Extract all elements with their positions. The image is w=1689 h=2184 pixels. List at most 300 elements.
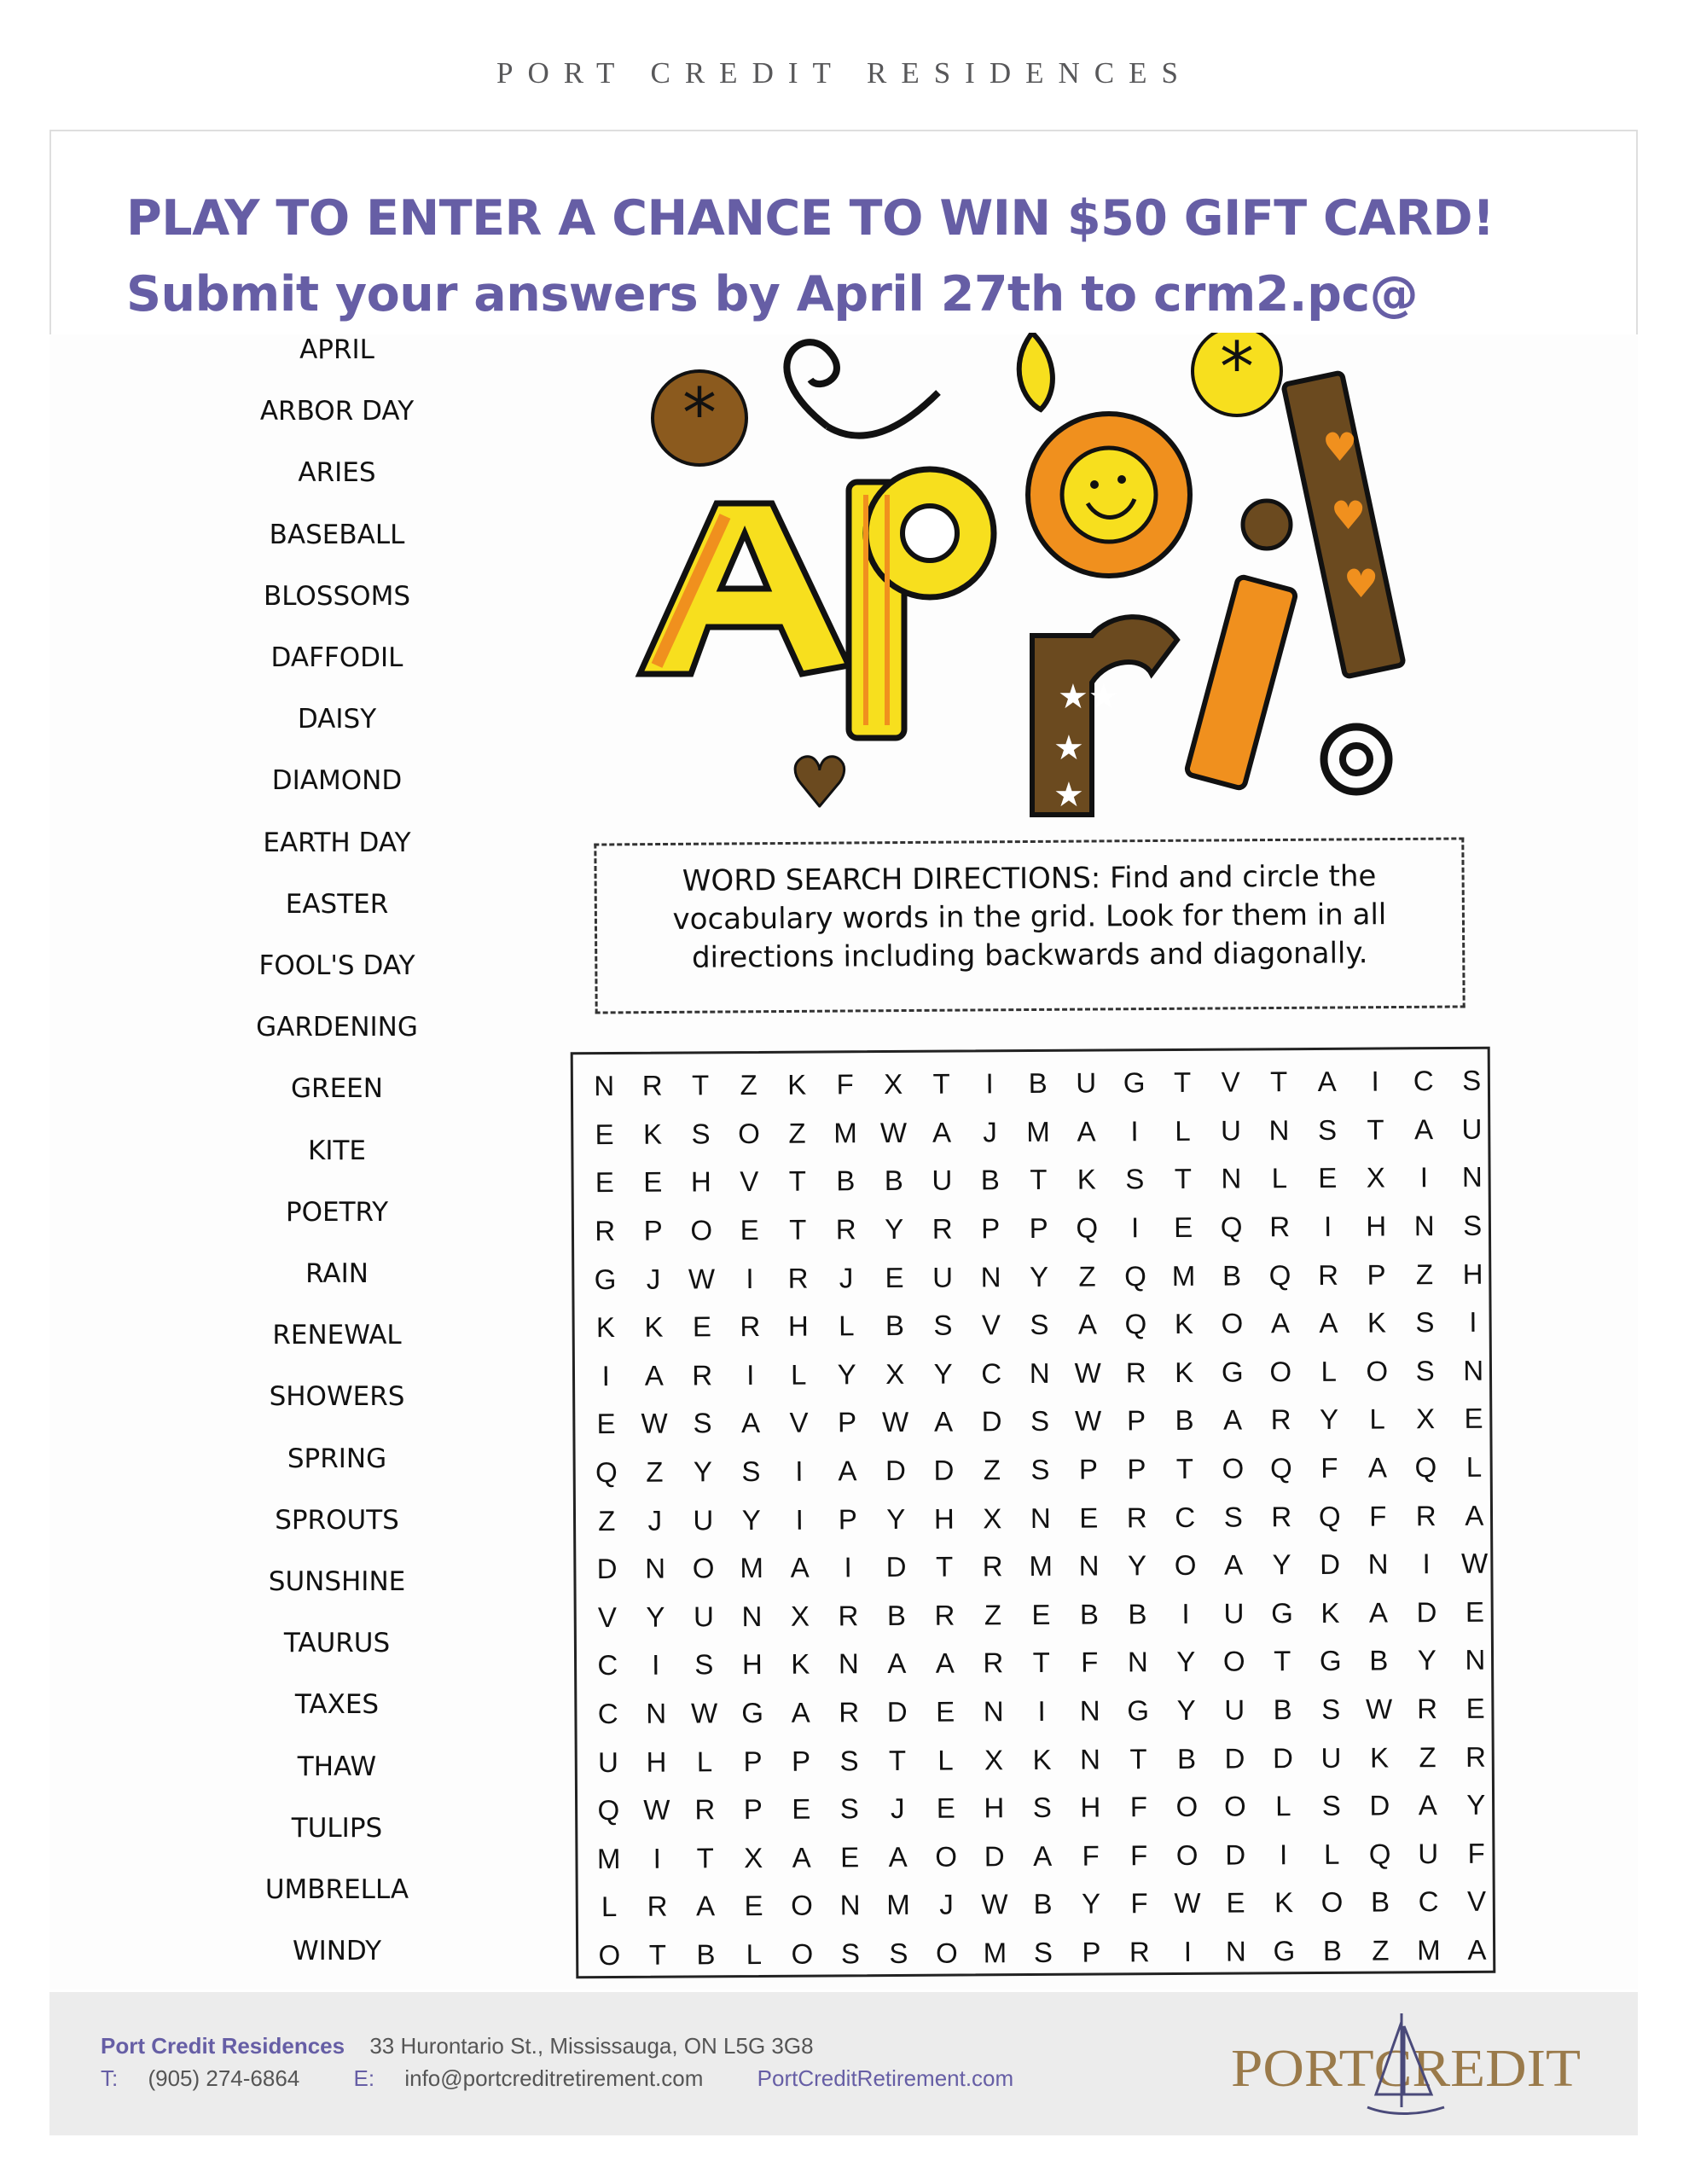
grid-letter[interactable]: I (795, 1503, 804, 1536)
grid-letter[interactable]: D (933, 1454, 955, 1486)
grid-letter[interactable]: O (791, 1937, 814, 1970)
grid-letter[interactable]: N (1079, 1694, 1100, 1727)
grid-letter[interactable]: B (885, 1310, 905, 1342)
grid-letter[interactable]: W (981, 1888, 1008, 1920)
grid-letter[interactable]: N (1367, 1548, 1389, 1580)
grid-letter[interactable]: I (1131, 1211, 1140, 1244)
grid-letter[interactable]: T (1129, 1742, 1147, 1774)
grid-letter[interactable]: F (1369, 1500, 1387, 1532)
grid-letter[interactable]: D (984, 1840, 1005, 1873)
grid-letter[interactable]: Y (1176, 1693, 1196, 1726)
grid-letter[interactable]: E (1174, 1211, 1193, 1244)
grid-letter[interactable]: W (641, 1408, 668, 1440)
grid-letter[interactable]: L (1369, 1403, 1385, 1436)
grid-letter[interactable]: Y (1319, 1403, 1339, 1436)
grid-letter[interactable]: R (839, 1696, 860, 1728)
grid-letter[interactable]: A (1368, 1596, 1389, 1629)
grid-letter[interactable]: I (1279, 1838, 1288, 1871)
grid-letter[interactable]: A (1224, 1548, 1244, 1581)
grid-letter[interactable]: N (594, 1070, 615, 1102)
grid-letter[interactable]: A (932, 1116, 952, 1148)
grid-letter[interactable]: P (1367, 1258, 1386, 1291)
grid-letter[interactable]: R (641, 1069, 663, 1102)
grid-letter[interactable]: V (740, 1165, 759, 1198)
grid-letter[interactable]: F (1129, 1791, 1148, 1823)
grid-letter[interactable]: C (597, 1697, 618, 1730)
grid-letter[interactable]: I (601, 1359, 610, 1391)
grid-letter[interactable]: Q (1124, 1259, 1146, 1292)
grid-letter[interactable]: N (839, 1889, 861, 1921)
grid-letter[interactable]: Q (1268, 1258, 1291, 1291)
grid-letter[interactable]: X (885, 1357, 905, 1390)
grid-letter[interactable]: M (740, 1552, 764, 1584)
grid-letter[interactable]: M (1026, 1115, 1050, 1147)
grid-letter[interactable]: O (935, 1840, 958, 1873)
grid-letter[interactable]: R (740, 1310, 761, 1343)
grid-letter[interactable]: T (1175, 1452, 1194, 1485)
grid-letter[interactable]: U (1224, 1693, 1245, 1726)
grid-letter[interactable]: O (1223, 1790, 1246, 1822)
grid-letter[interactable]: I (1181, 1597, 1190, 1629)
grid-letter[interactable]: W (1174, 1887, 1201, 1920)
grid-letter[interactable]: R (1126, 1501, 1147, 1533)
grid-letter[interactable]: O (1366, 1355, 1389, 1387)
grid-letter[interactable]: W (1365, 1693, 1393, 1725)
grid-letter[interactable]: N (645, 1552, 666, 1585)
grid-letter[interactable]: V (597, 1600, 618, 1633)
grid-letter[interactable]: K (791, 1648, 810, 1681)
grid-letter[interactable]: Q (595, 1456, 618, 1489)
grid-letter[interactable]: A (933, 1406, 954, 1438)
grid-letter[interactable]: A (792, 1841, 811, 1873)
grid-letter[interactable]: E (1465, 1595, 1485, 1628)
grid-letter[interactable]: D (1224, 1742, 1245, 1774)
grid-letter[interactable]: W (879, 1116, 908, 1148)
grid-letter[interactable]: A (887, 1647, 907, 1680)
grid-letter[interactable]: O (1222, 1645, 1245, 1678)
grid-letter[interactable]: M (1029, 1550, 1053, 1583)
grid-letter[interactable]: X (984, 1743, 1004, 1775)
grid-letter[interactable]: O (1222, 1452, 1245, 1484)
grid-letter[interactable]: N (838, 1647, 859, 1680)
grid-letter[interactable]: E (936, 1695, 955, 1728)
grid-letter[interactable]: T (696, 1842, 714, 1874)
grid-letter[interactable]: K (1367, 1306, 1387, 1339)
grid-letter[interactable]: Y (646, 1600, 665, 1633)
grid-letter[interactable]: D (1369, 1789, 1390, 1821)
grid-letter[interactable]: S (839, 1792, 859, 1825)
grid-letter[interactable]: U (1220, 1114, 1242, 1147)
grid-letter[interactable]: X (1415, 1403, 1436, 1435)
grid-letter[interactable]: N (1268, 1114, 1290, 1147)
grid-letter[interactable]: E (1318, 1162, 1338, 1194)
grid-letter[interactable]: J (839, 1261, 854, 1294)
grid-letter[interactable]: W (1074, 1356, 1101, 1389)
grid-letter[interactable]: S (691, 1118, 711, 1150)
grid-letter[interactable]: H (984, 1792, 1005, 1824)
grid-letter[interactable]: J (646, 1263, 661, 1295)
grid-letter[interactable]: O (935, 1937, 958, 1969)
grid-letter[interactable]: K (1174, 1308, 1194, 1340)
grid-letter[interactable]: K (595, 1311, 616, 1344)
grid-letter[interactable]: T (1032, 1647, 1051, 1679)
phone-number[interactable]: (905) 274-6864 (148, 2065, 300, 2091)
grid-letter[interactable]: B (884, 1165, 903, 1197)
grid-letter[interactable]: G (1127, 1694, 1150, 1727)
grid-letter[interactable]: A (1270, 1307, 1291, 1339)
grid-letter[interactable]: T (1174, 1163, 1193, 1195)
grid-letter[interactable]: B (1222, 1259, 1242, 1292)
grid-letter[interactable]: K (787, 1068, 807, 1101)
grid-letter[interactable]: C (1175, 1501, 1196, 1533)
grid-letter[interactable]: V (981, 1309, 1001, 1341)
grid-letter[interactable]: S (1125, 1163, 1145, 1195)
grid-letter[interactable]: V (789, 1407, 809, 1439)
grid-letter[interactable]: O (1269, 1356, 1292, 1388)
grid-letter[interactable]: O (791, 1889, 813, 1922)
grid-letter[interactable]: R (694, 1793, 716, 1826)
grid-letter[interactable]: R (1270, 1403, 1291, 1436)
grid-letter[interactable]: R (835, 1213, 856, 1246)
grid-letter[interactable]: E (1466, 1692, 1485, 1724)
grid-letter[interactable]: T (789, 1213, 807, 1246)
grid-letter[interactable]: S (840, 1937, 861, 1970)
grid-letter[interactable]: T (1173, 1066, 1192, 1099)
grid-letter[interactable]: W (643, 1793, 670, 1826)
grid-letter[interactable]: B (1079, 1598, 1100, 1630)
website-link[interactable]: PortCreditRetirement.com (757, 2065, 1014, 2091)
grid-letter[interactable]: C (981, 1357, 1002, 1390)
grid-letter[interactable]: E (885, 1261, 904, 1293)
grid-letter[interactable]: I (844, 1551, 852, 1583)
grid-letter[interactable]: U (932, 1261, 954, 1293)
grid-letter[interactable]: Z (1415, 1258, 1434, 1290)
grid-letter[interactable]: K (1320, 1596, 1340, 1629)
grid-letter[interactable]: T (788, 1165, 807, 1198)
grid-letter[interactable]: Y (1272, 1548, 1291, 1581)
grid-letter[interactable]: E (692, 1310, 712, 1343)
grid-letter[interactable]: P (1127, 1453, 1146, 1485)
grid-letter[interactable]: A (1319, 1307, 1338, 1339)
grid-letter[interactable]: L (1323, 1838, 1340, 1870)
grid-letter[interactable]: K (1175, 1356, 1194, 1388)
grid-letter[interactable]: D (1320, 1548, 1341, 1581)
grid-letter[interactable]: H (933, 1502, 955, 1535)
grid-letter[interactable]: S (693, 1407, 712, 1439)
grid-letter[interactable]: I (746, 1262, 754, 1294)
grid-letter[interactable]: U (1320, 1741, 1342, 1774)
grid-letter[interactable]: B (696, 1938, 716, 1971)
grid-letter[interactable]: S (1321, 1693, 1341, 1725)
grid-letter[interactable]: I (1324, 1210, 1332, 1242)
grid-letter[interactable]: R (1269, 1211, 1291, 1243)
grid-letter[interactable]: U (932, 1165, 953, 1197)
grid-letter[interactable]: T (1030, 1164, 1048, 1196)
grid-letter[interactable]: E (936, 1792, 955, 1824)
grid-letter[interactable]: Y (1128, 1549, 1147, 1582)
grid-letter[interactable]: P (1078, 1453, 1099, 1485)
grid-letter[interactable]: B (836, 1165, 856, 1197)
grid-letter[interactable]: P (791, 1745, 811, 1777)
grid-letter[interactable]: R (692, 1359, 713, 1391)
grid-letter[interactable]: S (889, 1937, 908, 1970)
grid-letter[interactable]: C (1413, 1065, 1434, 1097)
grid-letter[interactable]: L (790, 1358, 807, 1391)
grid-letter[interactable]: A (1465, 1499, 1484, 1531)
grid-letter[interactable]: A (888, 1840, 908, 1873)
grid-letter[interactable]: G (1123, 1066, 1146, 1099)
grid-letter[interactable]: R (1271, 1500, 1292, 1532)
grid-letter[interactable]: L (937, 1744, 954, 1776)
grid-letter[interactable]: R (1129, 1936, 1150, 1968)
grid-letter[interactable]: A (1413, 1113, 1434, 1146)
grid-letter[interactable]: S (1463, 1209, 1483, 1241)
grid-letter[interactable]: Y (693, 1455, 713, 1488)
grid-letter[interactable]: S (1032, 1792, 1052, 1824)
grid-letter[interactable]: D (885, 1551, 907, 1583)
grid-letter[interactable]: E (643, 1166, 663, 1199)
grid-letter[interactable]: L (746, 1937, 763, 1971)
grid-letter[interactable]: R (1417, 1693, 1438, 1725)
grid-letter[interactable]: U (597, 1745, 619, 1778)
grid-letter[interactable]: H (1462, 1258, 1483, 1290)
grid-letter[interactable]: N (1413, 1210, 1435, 1242)
grid-letter[interactable]: V (1221, 1066, 1240, 1098)
grid-letter[interactable]: Z (788, 1117, 806, 1149)
grid-letter[interactable]: Y (933, 1357, 953, 1390)
grid-letter[interactable]: W (1460, 1547, 1489, 1580)
grid-letter[interactable]: A (1367, 1451, 1388, 1484)
grid-letter[interactable]: O (1175, 1791, 1199, 1823)
grid-letter[interactable]: P (1126, 1404, 1146, 1437)
grid-letter[interactable]: M (833, 1117, 857, 1149)
grid-letter[interactable]: S (839, 1744, 859, 1776)
grid-letter[interactable]: P (837, 1406, 857, 1438)
grid-letter[interactable]: R (983, 1647, 1004, 1679)
grid-letter[interactable]: D (981, 1405, 1002, 1438)
grid-letter[interactable]: A (838, 1455, 857, 1487)
grid-letter[interactable]: N (1461, 1161, 1483, 1194)
grid-letter[interactable]: S (1321, 1790, 1341, 1822)
grid-letter[interactable]: F (1129, 1838, 1148, 1872)
grid-letter[interactable]: N (1079, 1743, 1101, 1775)
grid-letter[interactable]: B (1370, 1885, 1390, 1918)
grid-letter[interactable]: S (1030, 1453, 1050, 1486)
grid-letter[interactable]: O (738, 1117, 760, 1149)
grid-letter[interactable]: F (1130, 1887, 1148, 1920)
grid-letter[interactable]: O (1174, 1549, 1197, 1582)
grid-letter[interactable]: S (1462, 1065, 1482, 1097)
grid-letter[interactable]: Y (1176, 1646, 1196, 1678)
grid-letter[interactable]: U (1076, 1066, 1097, 1099)
grid-letter[interactable]: M (983, 1937, 1007, 1969)
grid-letter[interactable]: Q (1269, 1452, 1292, 1484)
grid-letter[interactable]: G (1273, 1935, 1296, 1967)
grid-letter[interactable]: A (1033, 1839, 1053, 1872)
grid-letter[interactable]: L (1320, 1355, 1338, 1387)
grid-letter[interactable]: A (644, 1359, 664, 1391)
grid-letter[interactable]: S (741, 1455, 761, 1488)
grid-letter[interactable]: T (888, 1744, 907, 1776)
grid-letter[interactable]: Z (1419, 1740, 1437, 1773)
grid-letter[interactable]: Y (1466, 1788, 1486, 1821)
grid-letter[interactable]: Z (1372, 1934, 1390, 1966)
grid-letter[interactable]: A (1077, 1308, 1098, 1340)
grid-letter[interactable]: I (746, 1358, 755, 1391)
grid-letter[interactable]: B (980, 1164, 1000, 1196)
grid-letter[interactable]: G (741, 1696, 764, 1729)
grid-letter[interactable]: Q (1124, 1308, 1147, 1340)
grid-letter[interactable]: N (1030, 1502, 1051, 1534)
grid-letter[interactable]: G (594, 1263, 617, 1295)
grid-letter[interactable]: Z (646, 1455, 664, 1488)
grid-letter[interactable]: B (1175, 1404, 1194, 1437)
grid-letter[interactable]: N (1127, 1646, 1148, 1678)
grid-letter[interactable]: R (787, 1262, 809, 1294)
grid-letter[interactable]: A (1467, 1933, 1487, 1966)
grid-letter[interactable]: S (933, 1309, 953, 1341)
grid-letter[interactable]: Z (740, 1069, 757, 1101)
grid-letter[interactable]: X (790, 1600, 810, 1632)
grid-letter[interactable]: X (983, 1502, 1002, 1534)
grid-letter[interactable]: I (1183, 1935, 1193, 1967)
grid-letter[interactable]: J (939, 1888, 954, 1921)
grid-letter[interactable]: A (1222, 1403, 1243, 1437)
grid-letter[interactable]: L (839, 1310, 855, 1342)
grid-letter[interactable]: J (891, 1792, 905, 1825)
grid-letter[interactable]: Z (1078, 1260, 1096, 1292)
grid-letter[interactable]: B (1369, 1644, 1389, 1677)
grid-letter[interactable]: O (690, 1214, 713, 1246)
grid-letter[interactable]: I (795, 1455, 804, 1487)
grid-letter[interactable]: S (1415, 1306, 1435, 1339)
grid-letter[interactable]: K (1077, 1164, 1096, 1196)
grid-letter[interactable]: A (1317, 1066, 1337, 1098)
grid-letter[interactable]: Q (1220, 1211, 1243, 1243)
grid-letter[interactable]: M (596, 1842, 621, 1874)
grid-letter[interactable]: N (646, 1697, 667, 1729)
grid-letter[interactable]: Q (1318, 1500, 1341, 1532)
grid-letter[interactable]: P (981, 1212, 1001, 1245)
grid-letter[interactable]: A (791, 1696, 810, 1728)
grid-letter[interactable]: I (1422, 1548, 1431, 1580)
grid-letter[interactable]: Q (1076, 1211, 1099, 1244)
grid-letter[interactable]: R (982, 1550, 1003, 1583)
grid-letter[interactable]: G (1319, 1645, 1342, 1677)
grid-letter[interactable]: I (1130, 1115, 1139, 1147)
grid-letter[interactable]: I (1469, 1306, 1477, 1339)
grid-letter[interactable]: E (744, 1890, 763, 1922)
grid-letter[interactable]: M (1171, 1259, 1196, 1292)
grid-letter[interactable]: L (1271, 1162, 1288, 1194)
grid-letter[interactable]: N (741, 1600, 763, 1632)
grid-letter[interactable]: Y (886, 1502, 906, 1535)
grid-letter[interactable]: D (886, 1695, 908, 1728)
grid-letter[interactable]: Y (885, 1212, 904, 1246)
grid-letter[interactable]: E (1464, 1403, 1483, 1435)
email-link[interactable]: info@portcreditretirement.com (404, 2065, 704, 2091)
grid-letter[interactable]: H (646, 1745, 667, 1778)
grid-letter[interactable]: H (1366, 1210, 1387, 1242)
grid-letter[interactable]: N (980, 1260, 1001, 1293)
grid-letter[interactable]: Y (837, 1358, 856, 1391)
grid-letter[interactable]: O (598, 1938, 621, 1972)
grid-letter[interactable]: S (1317, 1113, 1338, 1146)
grid-letter[interactable]: U (693, 1600, 715, 1633)
grid-letter[interactable]: O (692, 1552, 715, 1584)
grid-letter[interactable]: R (934, 1599, 955, 1631)
grid-letter[interactable]: W (688, 1262, 716, 1295)
grid-letter[interactable]: S (1030, 1405, 1050, 1438)
grid-letter[interactable]: C (1418, 1885, 1439, 1918)
grid-letter[interactable]: D (596, 1553, 618, 1585)
grid-letter[interactable]: N (1221, 1162, 1242, 1195)
grid-letter[interactable]: G (1221, 1356, 1244, 1388)
grid-letter[interactable]: Q (1414, 1451, 1437, 1484)
grid-letter[interactable]: W (1074, 1404, 1102, 1438)
grid-letter[interactable]: N (1225, 1935, 1246, 1967)
grid-letter[interactable]: H (787, 1310, 809, 1343)
grid-letter[interactable]: O (1175, 1838, 1199, 1871)
grid-letter[interactable]: C (597, 1649, 618, 1682)
grid-letter[interactable]: D (1225, 1838, 1246, 1871)
grid-letter[interactable]: B (1033, 1888, 1053, 1920)
grid-letter[interactable]: K (1369, 1741, 1390, 1774)
grid-letter[interactable]: K (1032, 1743, 1052, 1775)
grid-letter[interactable]: A (695, 1890, 716, 1922)
grid-letter[interactable]: L (1466, 1450, 1483, 1483)
grid-letter[interactable]: R (1318, 1258, 1339, 1291)
grid-letter[interactable]: R (1415, 1499, 1437, 1531)
grid-letter[interactable]: A (1077, 1115, 1096, 1147)
grid-letter[interactable]: I (985, 1067, 994, 1100)
grid-letter[interactable]: L (1175, 1114, 1191, 1147)
grid-letter[interactable]: R (932, 1212, 953, 1245)
grid-letter[interactable]: S (1033, 1936, 1053, 1968)
grid-letter[interactable]: M (1417, 1934, 1441, 1966)
grid-letter[interactable]: Q (1368, 1838, 1391, 1870)
grid-letter[interactable]: A (1418, 1789, 1437, 1821)
grid-letter[interactable]: F (836, 1068, 854, 1101)
grid-letter[interactable]: M (886, 1889, 910, 1921)
grid-letter[interactable]: R (1125, 1356, 1146, 1389)
grid-letter[interactable]: U (1461, 1112, 1483, 1145)
grid-letter[interactable]: K (642, 1118, 663, 1150)
grid-letter[interactable]: H (690, 1165, 711, 1198)
grid-letter[interactable]: L (601, 1891, 618, 1923)
grid-letter[interactable]: B (1028, 1067, 1048, 1100)
grid-letter[interactable]: I (1037, 1694, 1046, 1727)
grid-letter[interactable]: U (1223, 1597, 1245, 1629)
grid-letter[interactable]: D (1272, 1741, 1294, 1774)
grid-letter[interactable]: L (1275, 1790, 1291, 1822)
grid-letter[interactable]: I (1371, 1065, 1379, 1097)
grid-letter[interactable]: J (647, 1504, 663, 1536)
grid-letter[interactable]: I (1419, 1161, 1429, 1194)
grid-letter[interactable]: K (644, 1310, 664, 1344)
grid-letter[interactable]: X (744, 1841, 763, 1873)
grid-letter[interactable]: H (741, 1648, 763, 1681)
grid-letter[interactable]: N (1078, 1549, 1100, 1582)
grid-letter[interactable]: B (886, 1599, 907, 1631)
grid-letter[interactable]: B (1176, 1742, 1197, 1774)
grid-letter[interactable]: A (740, 1407, 761, 1439)
grid-letter[interactable]: F (1081, 1646, 1099, 1679)
grid-letter[interactable]: E (792, 1792, 811, 1825)
grid-letter[interactable]: N (1465, 1644, 1486, 1676)
grid-letter[interactable]: F (1467, 1837, 1485, 1869)
grid-letter[interactable]: K (1274, 1886, 1294, 1919)
